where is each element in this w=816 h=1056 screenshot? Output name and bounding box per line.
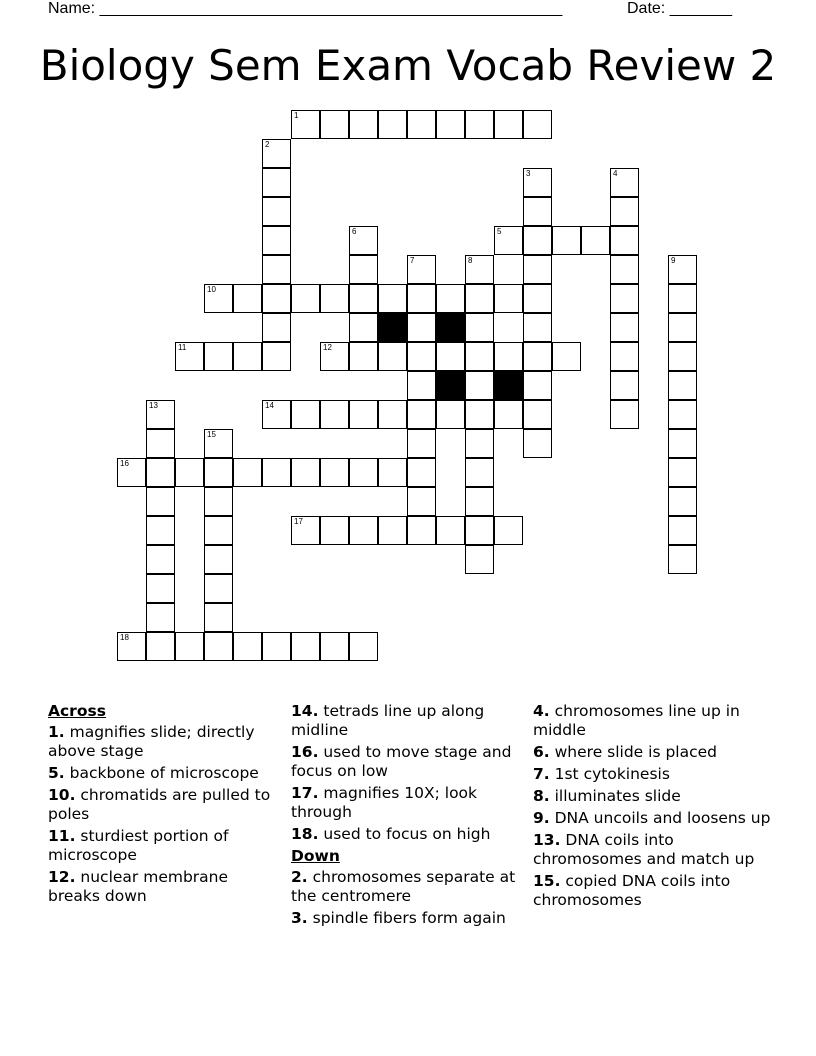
clue-down-9: [533, 809, 773, 828]
crossword-cell[interactable]: [262, 197, 291, 226]
crossword-cell[interactable]: [668, 487, 697, 516]
clue-number: 12.: [48, 868, 76, 886]
crossword-cell[interactable]: [204, 516, 233, 545]
clue-text: chromosomes separate at the centromere: [291, 868, 516, 905]
clue-text: magnifies slide; directly above stage: [48, 723, 255, 760]
crossword-cell[interactable]: [349, 110, 378, 139]
crossword-cell[interactable]: [378, 516, 407, 545]
date-field-label: Date: _______: [627, 0, 732, 17]
crossword-cell[interactable]: [146, 516, 175, 545]
crossword-cell[interactable]: [146, 429, 175, 458]
crossword-cell[interactable]: [378, 342, 407, 371]
crossword-cell[interactable]: [291, 632, 320, 661]
clue-text: tetrads line up along midline: [291, 702, 485, 739]
crossword-cell[interactable]: [320, 458, 349, 487]
cell-number: 18: [120, 633, 129, 642]
crossword-block-cell: [378, 313, 407, 342]
clue-across-16: [291, 743, 521, 781]
crossword-cell[interactable]: [465, 342, 494, 371]
crossword-cell[interactable]: [668, 458, 697, 487]
clue-number: 2.: [291, 868, 308, 886]
crossword-cell[interactable]: [610, 284, 639, 313]
cell-number: 6: [352, 227, 357, 236]
clue-text: copied DNA coils into chromosomes: [533, 872, 731, 909]
clue-across-18: [291, 825, 521, 844]
crossword-cell[interactable]: [378, 110, 407, 139]
cell-number: 3: [526, 169, 531, 178]
clue-text: nuclear membrane breaks down: [48, 868, 229, 905]
crossword-cell[interactable]: [262, 400, 291, 429]
clue-down-7: [533, 765, 773, 784]
crossword-cell[interactable]: [407, 110, 436, 139]
crossword-cell[interactable]: [436, 284, 465, 313]
crossword-cell[interactable]: [262, 139, 291, 168]
crossword-cell[interactable]: [233, 284, 262, 313]
crossword-cell[interactable]: [349, 313, 378, 342]
crossword-cell[interactable]: [204, 342, 233, 371]
crossword-cell[interactable]: [407, 313, 436, 342]
crossword-block-cell: [436, 371, 465, 400]
crossword-cell[interactable]: [465, 487, 494, 516]
crossword-cell[interactable]: [407, 284, 436, 313]
crossword-cell[interactable]: [668, 313, 697, 342]
clue-text: 1st cytokinesis: [554, 765, 670, 783]
crossword-cell[interactable]: [146, 400, 175, 429]
crossword-cell[interactable]: [233, 632, 262, 661]
crossword-cell[interactable]: [262, 168, 291, 197]
cell-number: 7: [410, 256, 415, 265]
cell-number: 2: [265, 140, 270, 149]
crossword-cell[interactable]: [610, 400, 639, 429]
crossword-cell[interactable]: [407, 429, 436, 458]
crossword-cell[interactable]: [117, 458, 146, 487]
crossword-cell[interactable]: [465, 545, 494, 574]
crossword-cell[interactable]: [523, 110, 552, 139]
crossword-block-cell: [494, 371, 523, 400]
clue-number: 10.: [48, 786, 76, 804]
crossword-cell[interactable]: [581, 226, 610, 255]
crossword-cell[interactable]: [610, 168, 639, 197]
crossword-cell[interactable]: [146, 545, 175, 574]
clue-text: backbone of microscope: [69, 764, 259, 782]
clue-text: DNA coils into chromosomes and match up: [533, 831, 755, 868]
clue-number: 13.: [533, 831, 561, 849]
clue-number: 7.: [533, 765, 550, 783]
crossword-cell[interactable]: [175, 632, 204, 661]
cell-number: 13: [149, 401, 158, 410]
crossword-cell[interactable]: [320, 632, 349, 661]
crossword-cell[interactable]: [407, 400, 436, 429]
cell-number: 11: [178, 343, 187, 352]
crossword-cell[interactable]: [349, 400, 378, 429]
crossword-cell[interactable]: [494, 284, 523, 313]
clue-number: 4.: [533, 702, 550, 720]
clue-down-3: [291, 909, 521, 928]
clue-across-12: [48, 868, 278, 906]
clue-number: 3.: [291, 909, 308, 927]
clue-number: 16.: [291, 743, 319, 761]
cell-number: 17: [294, 517, 303, 526]
crossword-cell[interactable]: [407, 487, 436, 516]
crossword-cell[interactable]: [610, 313, 639, 342]
crossword-cell[interactable]: [668, 516, 697, 545]
crossword-cell[interactable]: [465, 110, 494, 139]
crossword-cell[interactable]: [349, 342, 378, 371]
crossword-cell[interactable]: [668, 284, 697, 313]
crossword-cell[interactable]: [320, 342, 349, 371]
clues-column-3: [533, 702, 773, 913]
crossword-cell[interactable]: [407, 371, 436, 400]
crossword-cell[interactable]: [610, 226, 639, 255]
crossword-cell[interactable]: [436, 342, 465, 371]
cell-number: 1: [294, 111, 299, 120]
crossword-cell[interactable]: [668, 400, 697, 429]
crossword-cell[interactable]: [146, 574, 175, 603]
crossword-cell[interactable]: [523, 400, 552, 429]
cell-number: 14: [265, 401, 274, 410]
crossword-cell[interactable]: [465, 458, 494, 487]
clue-across-11: [48, 827, 278, 865]
crossword-cell[interactable]: [204, 574, 233, 603]
crossword-cell[interactable]: [262, 458, 291, 487]
crossword-cell[interactable]: [146, 487, 175, 516]
crossword-cell[interactable]: [204, 603, 233, 632]
crossword-cell[interactable]: [349, 458, 378, 487]
crossword-cell[interactable]: [494, 342, 523, 371]
crossword-cell[interactable]: [320, 284, 349, 313]
crossword-cell[interactable]: [407, 342, 436, 371]
crossword-cell[interactable]: [523, 255, 552, 284]
clue-number: 8.: [533, 787, 550, 805]
crossword-cell[interactable]: [465, 284, 494, 313]
clue-text: illuminates slide: [554, 787, 681, 805]
name-field-label: Name: ____________________________________________________: [48, 0, 563, 17]
clue-down-13: [533, 831, 773, 869]
crossword-cell[interactable]: [436, 400, 465, 429]
crossword-cell[interactable]: [262, 313, 291, 342]
clue-text: DNA uncoils and loosens up: [554, 809, 771, 827]
crossword-cell[interactable]: [494, 110, 523, 139]
clue-number: 18.: [291, 825, 319, 843]
crossword-cell[interactable]: [291, 458, 320, 487]
crossword-cell[interactable]: [320, 400, 349, 429]
crossword-cell[interactable]: [146, 603, 175, 632]
across-heading: Across: [48, 702, 106, 720]
crossword-cell[interactable]: [291, 110, 320, 139]
cell-number: 12: [323, 343, 332, 352]
cell-number: 9: [671, 256, 676, 265]
clue-text: used to move stage and focus on low: [291, 743, 512, 780]
crossword-cell[interactable]: [465, 429, 494, 458]
crossword-cell[interactable]: [204, 284, 233, 313]
crossword-cell[interactable]: [378, 400, 407, 429]
cell-number: 8: [468, 256, 473, 265]
clue-number: 6.: [533, 743, 550, 761]
crossword-cell[interactable]: [146, 632, 175, 661]
cell-number: 16: [120, 459, 129, 468]
crossword-cell[interactable]: [407, 458, 436, 487]
cell-number: 4: [613, 169, 618, 178]
crossword-cell[interactable]: [349, 226, 378, 255]
cell-number: 15: [207, 430, 216, 439]
crossword-cell[interactable]: [349, 255, 378, 284]
crossword-cell[interactable]: [668, 371, 697, 400]
crossword-cell[interactable]: [349, 284, 378, 313]
crossword-cell[interactable]: [668, 342, 697, 371]
crossword-cell[interactable]: [320, 110, 349, 139]
clue-down-6: [533, 743, 773, 762]
clue-number: 1.: [48, 723, 65, 741]
crossword-cell[interactable]: [204, 458, 233, 487]
crossword-cell[interactable]: [523, 429, 552, 458]
crossword-cell[interactable]: [349, 516, 378, 545]
clue-down-2: [291, 868, 521, 906]
crossword-cell[interactable]: [378, 458, 407, 487]
crossword-cell[interactable]: [436, 516, 465, 545]
clue-text: chromosomes line up in middle: [533, 702, 740, 739]
crossword-cell[interactable]: [610, 342, 639, 371]
crossword-cell[interactable]: [233, 458, 262, 487]
clue-text: used to focus on high: [323, 825, 491, 843]
crossword-cell[interactable]: [465, 516, 494, 545]
crossword-cell[interactable]: [349, 632, 378, 661]
crossword-cell[interactable]: [204, 487, 233, 516]
crossword-cell[interactable]: [436, 110, 465, 139]
crossword-cell[interactable]: [552, 226, 581, 255]
crossword-cell[interactable]: [465, 313, 494, 342]
crossword-cell[interactable]: [291, 516, 320, 545]
clue-down-15: [533, 872, 773, 910]
crossword-cell[interactable]: [523, 342, 552, 371]
crossword-cell[interactable]: [668, 545, 697, 574]
clue-text: sturdiest portion of microscope: [48, 827, 229, 864]
crossword-cell[interactable]: [233, 342, 262, 371]
crossword-cell[interactable]: [610, 255, 639, 284]
crossword-cell[interactable]: [378, 284, 407, 313]
crossword-cell[interactable]: [494, 400, 523, 429]
clues-column-2: [291, 702, 521, 931]
crossword-cell[interactable]: [552, 342, 581, 371]
clue-across-1: [48, 723, 278, 761]
cell-number: 5: [497, 227, 502, 236]
crossword-cell[interactable]: [465, 255, 494, 284]
crossword-cell[interactable]: [465, 400, 494, 429]
crossword-cell[interactable]: [523, 313, 552, 342]
crossword-cell[interactable]: [204, 545, 233, 574]
crossword-cell[interactable]: [668, 429, 697, 458]
clue-number: 9.: [533, 809, 550, 827]
crossword-cell[interactable]: [262, 342, 291, 371]
clue-across-10: [48, 786, 278, 824]
clues-column-1: [48, 702, 278, 909]
clue-down-4: [533, 702, 773, 740]
crossword-cell[interactable]: [523, 197, 552, 226]
crossword-cell[interactable]: [407, 255, 436, 284]
crossword-cell[interactable]: [494, 226, 523, 255]
clue-text: spindle fibers form again: [312, 909, 506, 927]
cell-number: 10: [207, 285, 216, 294]
crossword-cell[interactable]: [407, 516, 436, 545]
crossword-cell[interactable]: [523, 371, 552, 400]
crossword-cell[interactable]: [320, 516, 349, 545]
down-heading: Down: [291, 847, 340, 865]
crossword-cell[interactable]: [117, 632, 146, 661]
crossword-cell[interactable]: [262, 226, 291, 255]
clue-number: 11.: [48, 827, 76, 845]
crossword-cell[interactable]: [262, 255, 291, 284]
clue-down-8: [533, 787, 773, 806]
crossword-cell[interactable]: [610, 371, 639, 400]
crossword-cell[interactable]: [465, 371, 494, 400]
page-title: Biology Sem Exam Vocab Review 2: [39, 41, 777, 90]
clue-number: 5.: [48, 764, 65, 782]
crossword-cell[interactable]: [523, 284, 552, 313]
crossword-cell[interactable]: [175, 458, 204, 487]
clue-text: where slide is placed: [554, 743, 717, 761]
clue-across-14: [291, 702, 521, 740]
crossword-cell[interactable]: [291, 400, 320, 429]
clue-number: 17.: [291, 784, 319, 802]
crossword-cell[interactable]: [291, 284, 320, 313]
crossword-cell[interactable]: [610, 197, 639, 226]
crossword-cell[interactable]: [523, 226, 552, 255]
crossword-cell[interactable]: [204, 429, 233, 458]
clue-across-17: [291, 784, 521, 822]
clue-number: 14.: [291, 702, 319, 720]
clue-number: 15.: [533, 872, 561, 890]
clue-across-5: [48, 764, 278, 783]
clue-text: magnifies 10X; look through: [291, 784, 478, 821]
crossword-cell[interactable]: [668, 255, 697, 284]
crossword-cell[interactable]: [175, 342, 204, 371]
crossword-cell[interactable]: [494, 516, 523, 545]
crossword-cell[interactable]: [204, 632, 233, 661]
clue-text: chromatids are pulled to poles: [48, 786, 271, 823]
crossword-cell[interactable]: [523, 168, 552, 197]
crossword-block-cell: [436, 313, 465, 342]
crossword-cell[interactable]: [262, 632, 291, 661]
crossword-cell[interactable]: [262, 284, 291, 313]
crossword-cell[interactable]: [146, 458, 175, 487]
